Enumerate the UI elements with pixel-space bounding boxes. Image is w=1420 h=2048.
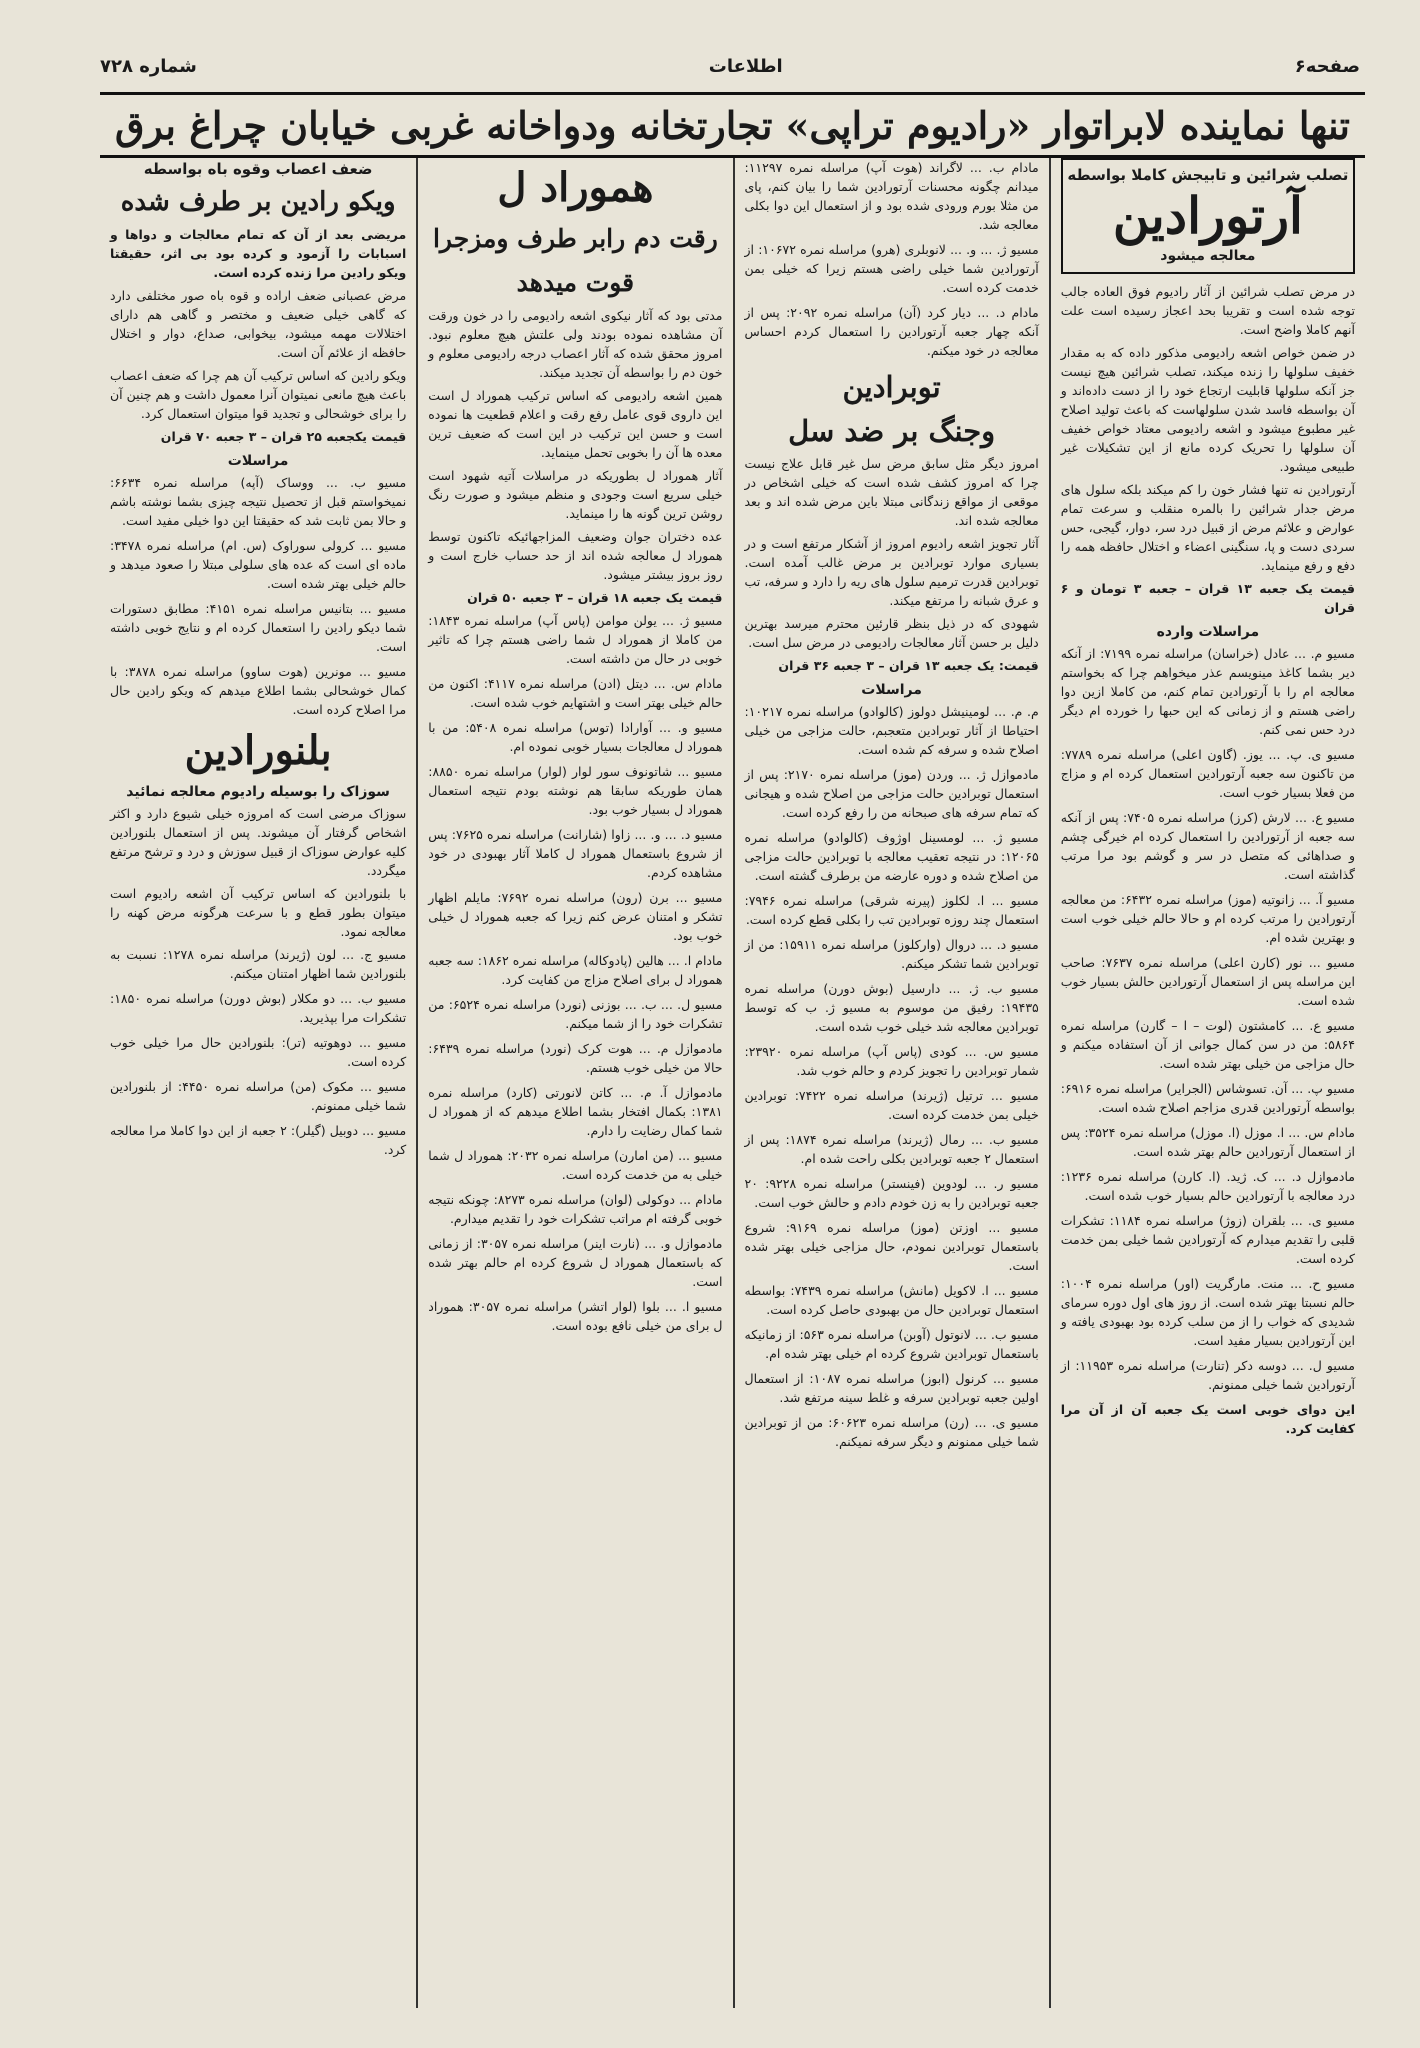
letter: مسیو د. ... و. ... زاوا (شارانت) مراسله نمره ۷۶۲۵: پس از شروع باستعمال هموراد ل کاملا آثار بهبودی در خود مشاهده کردم. bbox=[428, 827, 723, 880]
column-toberadin bbox=[733, 158, 1049, 2008]
letter: مادام د. ... دیار کرد (آن) مراسله نمره ۲۰۹۲: پس از آنکه چهار جعبه آرتورادین را استعمال کردم احساس معالجه در خود میکنم. bbox=[744, 305, 1039, 358]
paragraph: عده دختران جوان وضعیف المزاجهائیکه تاکنون توسط هموراد ل معالجه شده اند از حد حساب خارج است و روز بروز بیشتر میشود. bbox=[428, 529, 723, 582]
paragraph: سوزاک مرضی است که امروزه خیلی شیوع دارد و اکثر اشخاص گرفتار آن میشوند. پس از استعمال بلنورادین کلیه عوارض سوزاک از قبیل سوزش و درد و ترشح مرتفع میگردد. bbox=[110, 806, 407, 878]
letter: مسیو ... کرولی سوراوک (س. ام) مراسله نمره ۳۴۷۸: ماده ای است که عده های سلولی مبتلا را صعود میدهد و حالم خیلی بهتر شده است. bbox=[110, 538, 407, 591]
letter: مادام س. ... دیتل (ادن) مراسله نمره ۴۱۱۷: اکنون من حالم خیلی بهتر است و اشتهایم خوب شده است. bbox=[428, 676, 723, 710]
letter: مسیو ... اوزتن (موز) مراسله نمره ۹۱۶۹: شروع باستعمال توبرادین نمودم، حال مزاجی خیلی بهتر شده است. bbox=[744, 1220, 1039, 1273]
letters-title: مراسلات bbox=[861, 682, 922, 698]
letter: مسیو ب. ... لانوتول (آوبن) مراسله نمره ۵۶۳: از زمانیکه باستعمال توبرادین شروع کرده ام خیلی بهتر شده ام. bbox=[744, 1327, 1039, 1361]
letter: مسیو ع. ... لارش (کرز) مراسله نمره ۷۴۰۵: پس از آنکه سه جعبه از آرتورادین را استعمال کرده ام خیرگی چشم و صداهائی که متصل در سر و گوشم بود مرا مرتب گذاشته است. bbox=[1060, 810, 1355, 882]
letter: مسیو ب. ... رمال (ژیرند) مراسله نمره ۱۸۷۴: پس از استعمال ۲ جعبه توبرادین بکلی راحت شده ام. bbox=[744, 1132, 1039, 1166]
issue-number: شماره ۷۲۸ bbox=[100, 55, 197, 77]
letters-title: مراسلات وارده bbox=[1156, 624, 1260, 640]
box-subtitle: معالجه میشود bbox=[1160, 248, 1256, 264]
paragraph: همین اشعه رادیومی که اساس ترکیب هموراد ل است این داروی قوی عامل رفع رقت و اعلام قطعیت ها نموده است و حسن این ترکیب در این است که ضعیف ترین معده ها آن را بخوبی تحمل مینماید. bbox=[428, 388, 723, 460]
letter: مسیو ... بتانیس مراسله نمره ۴۱۵۱: مطابق دستورات شما دیکو رادین را استعمال کرده ام و نتایج خوبی داشته است. bbox=[110, 601, 407, 654]
paragraph: مرض عصبانی ضعف اراده و قوه باه صور مختلفی دارد که گاهی خیلی ضعیف و مختصر و گاهی هم دارای اختلالات مهمه میشود، بیخوابی، صداع، دوار و اختلال حافظه از علائم آن است. bbox=[110, 288, 407, 360]
paragraph: مریضی بعد از آن که تمام معالجات و دواها و اسبابات را آزمود و کرده بود بی اثر، حقیقتا ویکو رادین مرا زنده کرده است. bbox=[110, 227, 407, 280]
vicoradin-head: ضعف اعصاب وقوه باه بواسطه bbox=[143, 160, 373, 178]
letter: مادموازل و. ... (نارت اینر) مراسله نمره ۳۰۵۷: از زمانی که باستعمال هموراد ل شروع کرده ام حالم بهتر شده است. bbox=[428, 1236, 723, 1289]
box-title: آرتورادین bbox=[1112, 186, 1303, 245]
letter: مسیو ... ا. لکلوز (پیرنه شرقی) مراسله نمره ۷۹۴۶: استعمال چند روزه توبرادین تب را بکلی قطع کرده است. bbox=[744, 893, 1039, 927]
paragraph: امروز دیگر مثل سابق مرض سل غیر قابل علاج نیست چرا که امروز کشف شده است که خیلی اشخاص در موقعی از مواقع زندگانی مبتلا باین مرض شده اند و بعد معالجه شده اند. bbox=[744, 456, 1039, 528]
paragraph: در مرض تصلب شرائین از آثار رادیوم فوق العاده جالب توجه شده است و تقریبا بحد اعجاز رسیده است علت آنهم کاملا واضح است. bbox=[1060, 284, 1355, 337]
letter: مسیو ... برن (رون) مراسله نمره ۷۶۹۲: مایلم اظهار تشکر و امتنان عرض کنم زیرا که جعبه هموراد ل خیلی خوب بود. bbox=[428, 890, 723, 943]
blenoradin-title: بلنورادین bbox=[184, 727, 332, 774]
letter: مسیو ا. ... بلوا (لوار اتشر) مراسله نمره ۳۰۵۷: هموراد ل برای من خیلی نافع بوده است. bbox=[428, 1299, 723, 1333]
letter: مسیو ... شاتونوف سور لوار (لوار) مراسله نمره ۸۸۵۰: همان طوریکه سابقا هم نوشته بودم نتیجه استعمال هموراد ل بسیار خوب بود. bbox=[428, 764, 723, 817]
paragraph: آرتورادین نه تنها فشار خون را کم میکند بلکه سلول های مرض جدار شرائین را بالمره منقلب و سرعت تمام عوارض و علائم مرض از قبیل درد سر، دوار، گیجی، حس سردی دست و پا، سنگینی اعضاء و اختلال حافظه همه را دفع و رفع مینماید. bbox=[1060, 482, 1355, 573]
letter: مادام ا. ... هالین (پادوکاله) مراسله نمره ۱۸۶۲: سه جعبه هموراد ل برای اصلاح مزاج من کفایت کرد. bbox=[428, 953, 723, 987]
letters-title: مراسلات bbox=[227, 453, 289, 469]
letter: مسیو ژ. ... یولن موامن (پاس آپ) مراسله نمره ۱۸۴۳: من کاملا از هموراد ل شما راضی هستم چرا که تاثیر خوبی در حال من داشته است. bbox=[428, 613, 723, 666]
columns bbox=[100, 158, 1365, 2008]
letter: مسیو س. ... کودی (پاس آپ) مراسله نمره ۲۳۹۲۰: شمار توبرادین را تجویز کردم و حالم خوب شد. bbox=[744, 1044, 1039, 1078]
letter: مسیو آ. ... زانوتیه (موز) مراسله نمره ۶۴۳۲: من معالجه آرتورادین را مرتب کرده ام و حالا حالم خیلی خوب است و بهترین شده ام. bbox=[1060, 892, 1355, 945]
letter: مسیو ب. ... دو مکلار (بوش دورن) مراسله نمره ۱۸۵۰: تشکرات مرا بپذیرید. bbox=[110, 991, 407, 1025]
letter: مسیو ... دوبیل (گیلر): ۲ جعبه از این دوا کاملا مرا معالجه کرد. bbox=[110, 1123, 407, 1157]
paragraph: آثار تجویز اشعه رادیوم امروز از آشکار مرتفع است و در بسیاری موارد توبرادین بر مرض غالب آمده است. توبرادین قدرت ترمیم سلول های ریه را دارد و سرفه، تب و عرق شبانه را مرتفع میکند. bbox=[744, 536, 1039, 608]
letter: مسیو ... (من امارن) مراسله نمره ۲۰۳۲: هموراد ل شما خیلی به من خدمت کرده است. bbox=[428, 1148, 723, 1182]
letter: مسیو ... مونرین (هوت ساوو) مراسله نمره ۳۸۷۸: با کمال خوشحالی بشما اطلاع میدهم که ویکو رادین حال مرا اصلاح کرده است. bbox=[110, 664, 407, 717]
letter: مسیو ... کرنول (ابوز) مراسله نمره ۱۰۸۷: از استعمال اولین جعبه توبرادین سرفه و غلط سینه مرتفع شد. bbox=[744, 1371, 1039, 1405]
letter: مسیو ژ. ... و. ... لانوبلری (هرو) مراسله نمره ۱۰۶۷۲: از آرتورادین شما خیلی راضی هستم زیرا که خیلی بمن خدمت کرده است. bbox=[744, 242, 1039, 295]
letter: مسیو ل. ... دوسه دکر (تنارت) مراسله نمره ۱۱۹۵۳: از آرتورادین شما خیلی ممنونم. bbox=[1060, 1358, 1355, 1392]
letter: مسیو ... دوهوتیه (تر): بلنورادین حال مرا خیلی خوب کرده است. bbox=[110, 1035, 407, 1069]
paragraph: آثار هموراد ل بطوریکه در مراسلات آتیه شهود است خیلی سریع است وجودی و منظم میشود و صورت رنگ روشن ترین گونه ها را مینماید. bbox=[428, 468, 723, 521]
paper-name: اطلاعات bbox=[708, 55, 783, 77]
letter: مسیو ی. پ. ... یوز. (گاون اعلی) مراسله نمره ۷۷۸۹: من تاکنون سه جعبه آرتورادین استعمال کرده ام و مزاج من فعلا بسیار خوب است. bbox=[1060, 747, 1355, 800]
hemoradol-subtitle-2: قوت میدهد bbox=[516, 268, 635, 297]
price-line: قیمت: یک جعبه ۱۳ قران – ۳ جعبه ۳۶ قران bbox=[778, 658, 1039, 673]
letter: مسیو ... مکوک (من) مراسله نمره ۴۴۵۰: از بلنورادین شما خیلی ممنونم. bbox=[110, 1079, 407, 1113]
letter: مسیو ج. ... لون (ژیرند) مراسله نمره ۱۲۷۸: نسبت به بلنورادین شما اظهار امتنان میکنم. bbox=[110, 947, 407, 981]
paragraph: ویکو رادین که اساس ترکیب آن هم چرا که ضعف اعصاب باعث هیچ مانعی نمیتوان آنرا معمول داشت و هم چنین آن را برای خوشحالی و تجدید قوا میتوان استعمال کرد. bbox=[110, 368, 407, 421]
letter: م. م. ... لومینیشل دولوز (کالوادو) مراسله نمره ۱۰۲۱۷: احتیاطا از آثار توبرادین متعجبم، حالت مزاجی من خیلی اصلاح شده و سرفه کم شده است. bbox=[744, 704, 1039, 757]
paragraph: با بلنورادین که اساس ترکیب آن اشعه رادیوم است میتوان بطور قطع و با سرعت هرگونه مرض کهنه را معالجه نمود. bbox=[110, 886, 407, 939]
letter: مسیو ب. ژ. ... دارسیل (بوش دورن) مراسله نمره ۱۹۴۳۵: رفیق من موسوم به مسیو ژ. ب که توسط توبرادین معالجه شد خیلی خوب شده است. bbox=[744, 981, 1039, 1034]
letter: مسیو ح. ... منت. مارگریت (اور) مراسله نمره ۱۰۰۴: حالم نسبتا بهتر شده است. از روز های اول دوره سرمای شدیدی که خواب را از من سلب کرده بود بهبودی یافته و این آرتورادین بسیار مفید است. bbox=[1060, 1276, 1355, 1348]
letter: مسیو ل. ... ب. ... بوزنی (نورد) مراسله نمره ۶۵۲۴: من تشکرات خود را از شما میکنم. bbox=[428, 997, 723, 1031]
page-number: صفحه۶ bbox=[1294, 55, 1360, 77]
column-vicoradin bbox=[100, 158, 416, 2008]
letter: مادموازل آ. م. ... کاتن لانورتی (کارد) مراسله نمره ۱۳۸۱: بکمال افتخار بشما اطلاع میدهم که از هموراد ل شما کمال رضایت را دارم. bbox=[428, 1085, 723, 1138]
letter: مسیو ع. ... کامشتون (لوت – ا – گارن) مراسله نمره ۵۸۶۴: من در سن کمال جوانی از آن استفاده میکنم و حال مزاجی من خیلی بهتر شده است. bbox=[1060, 1018, 1355, 1071]
letter: مادام ب. ... لاگراند (هوت آپ) مراسله نمره ۱۱۲۹۷: میدانم چگونه محسنات آرتورادین شما را بیان کنم، پای من مثلا بورم ورودی شده بود و از استعمال این دوا بکلی معالجه شد. bbox=[744, 160, 1039, 232]
price-line: قیمت یک جعبه ۱۸ قران – ۳ جعبه ۵۰ قران bbox=[467, 590, 723, 605]
price-line: قیمت یکجعبه ۲۵ قران – ۳ جعبه ۷۰ قران bbox=[160, 429, 407, 444]
column-hemoradol bbox=[416, 158, 732, 2008]
letter: مسیو ی. ... بلقران (زوژ) مراسله نمره ۱۱۸۴: تشکرات قلبی را تقدیم میدارم که آرتورادین شما خیلی بمن خدمت کرده است. bbox=[1060, 1213, 1356, 1266]
letter: مادموازل ژ. ... وردن (موز) مراسله نمره ۲۱۷۰: پس از استعمال توبرادین حالت مزاجی من اصلاح شده و هیجانی که تمام سرفه های صبحانه من را رفع کرده است. bbox=[744, 767, 1039, 820]
letter: مسیو ژ. ... لومسینل اوژوف (کالوادو) مراسله نمره ۱۲۰۶۵: در نتیجه تعقیب معالجه با توبرادین حالت مزاجی من اصلاح شده و دوره عارضه من برطرف گشته است. bbox=[744, 830, 1039, 883]
paragraph: شهودی که در ذیل بنظر قارئین محترم میرسد بهترین دلیل بر حسن آثار معالجات رادیومی در مرض سل است. bbox=[744, 616, 1039, 650]
hemoradol-subtitle: رقت دم رابر طرف ومزجرا bbox=[432, 224, 718, 253]
letter: مادموازل د. ... ک. ژید. (ا. کارن) مراسله نمره ۱۲۳۶: درد معالجه با آرتورادین حالم بسیار خوب شده است. bbox=[1060, 1169, 1355, 1203]
paragraph: در ضمن خواص اشعه رادیومی مذکور داده که به مقدار خفیف سلولها را زنده میکند، تصلب شرائین هیچ نیست جز آنکه سلولها قابلیت ارتجاع خود را از دست داده‌اند و آن بواسطه فاسد شدن سلولهاست که باعث تولید اصلاح غیر مطبوع میشود و اشعه رادیومی معتاد خواص خفیف آن سلولها را تحریک کرده مانع از این تشکیلات غیر طبیعی میشود. bbox=[1060, 345, 1355, 474]
top-banner: تنها نماینده لابراتوار «رادیوم تراپی» تجارتخانه ودواخانه غربی خیابان چراغ برق bbox=[100, 92, 1365, 158]
letter: مسیو م. ... عادل (خراسان) مراسله نمره ۷۱۹۹: از آنکه دیر بشما کاغذ مینویسم عذر میخواهم چرا که بخواستم معالجه ام را با آرتورادین تمام کنم، من کاملا ازین دوا راضی هستم و از زمانی که این حبها را خورده ام دیگر درد حس نمی کنم. bbox=[1060, 646, 1355, 737]
letter: مسیو ... ترتیل (ژیرند) مراسله نمره ۷۴۲۲: توبرادین خیلی بمن خدمت کرده است. bbox=[744, 1088, 1039, 1122]
letter: مادام ... دوکولی (لوان) مراسله نمره ۸۲۷۳: چونکه نتیجه خوبی گرفته ام مراتب تشکرات خود را تقدیم میدارم. bbox=[428, 1192, 723, 1226]
box-top-text: تصلب شرائین و تابیجش کاملا بواسطه bbox=[1067, 166, 1349, 184]
blenoradin-subhead: سوزاک را بوسیله رادیوم معالجه نمائید bbox=[126, 784, 390, 800]
masthead bbox=[100, 52, 1360, 80]
letter: مسیو ... ا. لاکویل (مانش) مراسله نمره ۷۴۳۹: بواسطه استعمال توبرادین حال من بهبودی حاصل کرده است. bbox=[744, 1283, 1039, 1317]
price-line: قیمت یک جعبه ۱۳ قران – جعبه ۳ تومان و ۶ قران bbox=[1060, 581, 1355, 615]
letter: مادام س. ... ا. موزل (ا. موزل) مراسله نمره ۳۵۲۴: پس از استعمال آرتورادین حالم بهتر شده است. bbox=[1060, 1125, 1355, 1159]
column-arthoradin bbox=[1049, 158, 1365, 2008]
toberadin-subtitle: وجنگ بر ضد سل bbox=[788, 414, 996, 448]
letter: مادموازل م. ... هوت کرک (نورد) مراسله نمره ۶۴۳۹: حالا من خیلی خوب هستم. bbox=[428, 1041, 723, 1075]
hemoradol-title: هموراد ل bbox=[497, 164, 654, 211]
letter: مسیو و. ... آوارادا (توس) مراسله نمره ۵۴۰۸: من با هموراد ل معالجات بسیار خوبی نموده ام. bbox=[428, 720, 723, 754]
letter: مسیو ر. ... لودوین (فینستر) مراسله نمره ۹۲۲۸: ۲۰ جعبه توبرادین را به زن خودم دادم و حالش خوب است. bbox=[744, 1176, 1039, 1210]
letter: مسیو ی. ... (رن) مراسله نمره ۶۰۶۲۳: من از توبرادین شما خیلی ممنونم و دیگر سرفه نمیکنم. bbox=[744, 1415, 1039, 1449]
letter: مسیو د. ... دروال (وارکلوز) مراسله نمره ۱۵۹۱۱: من از توبرادین شما تشکر میکنم. bbox=[744, 937, 1039, 971]
letter: مسیو ... نور (کارن اعلی) مراسله نمره ۷۶۳۷: صاحب این مراسله پس از استعمال آرتورادین حالش بسیار خوب شده است. bbox=[1060, 955, 1355, 1008]
arthoradin-ad-box bbox=[1061, 158, 1355, 274]
letter: مسیو ب. ... ووساک (آپه) مراسله نمره ۶۶۳۴: نمیخواستم قبل از تحصیل نتیجه چیزی بشما نوشته باشم و حالا بمن ثابت شد که حقیقتا این دوا خیلی مفید است. bbox=[110, 475, 407, 528]
paragraph: مدتی بود که آثار نیکوی اشعه رادیومی را در خون ورقت آن مشاهده نموده بودند ولی علتش هیچ معلوم نبود. امروز محقق شده که آثار اعصاب درجه رادیومی معلوم و خون دم را بواسطه آن تجدید میکند. bbox=[428, 308, 723, 380]
footer-note: این دوای خوبی است یک جعبه آن از آن مرا کفایت کرد. bbox=[1060, 1402, 1355, 1436]
letter: مسیو پ. ... آن. تسوشاس (الجرایر) مراسله نمره ۶۹۱۶: بواسطه آرتورادین قدری مزاجم اصلاح شده است. bbox=[1060, 1081, 1355, 1115]
vicoradin-title: ویکو رادین بر طرف شده bbox=[120, 187, 396, 217]
toberadin-title: توبرادین bbox=[842, 370, 941, 404]
